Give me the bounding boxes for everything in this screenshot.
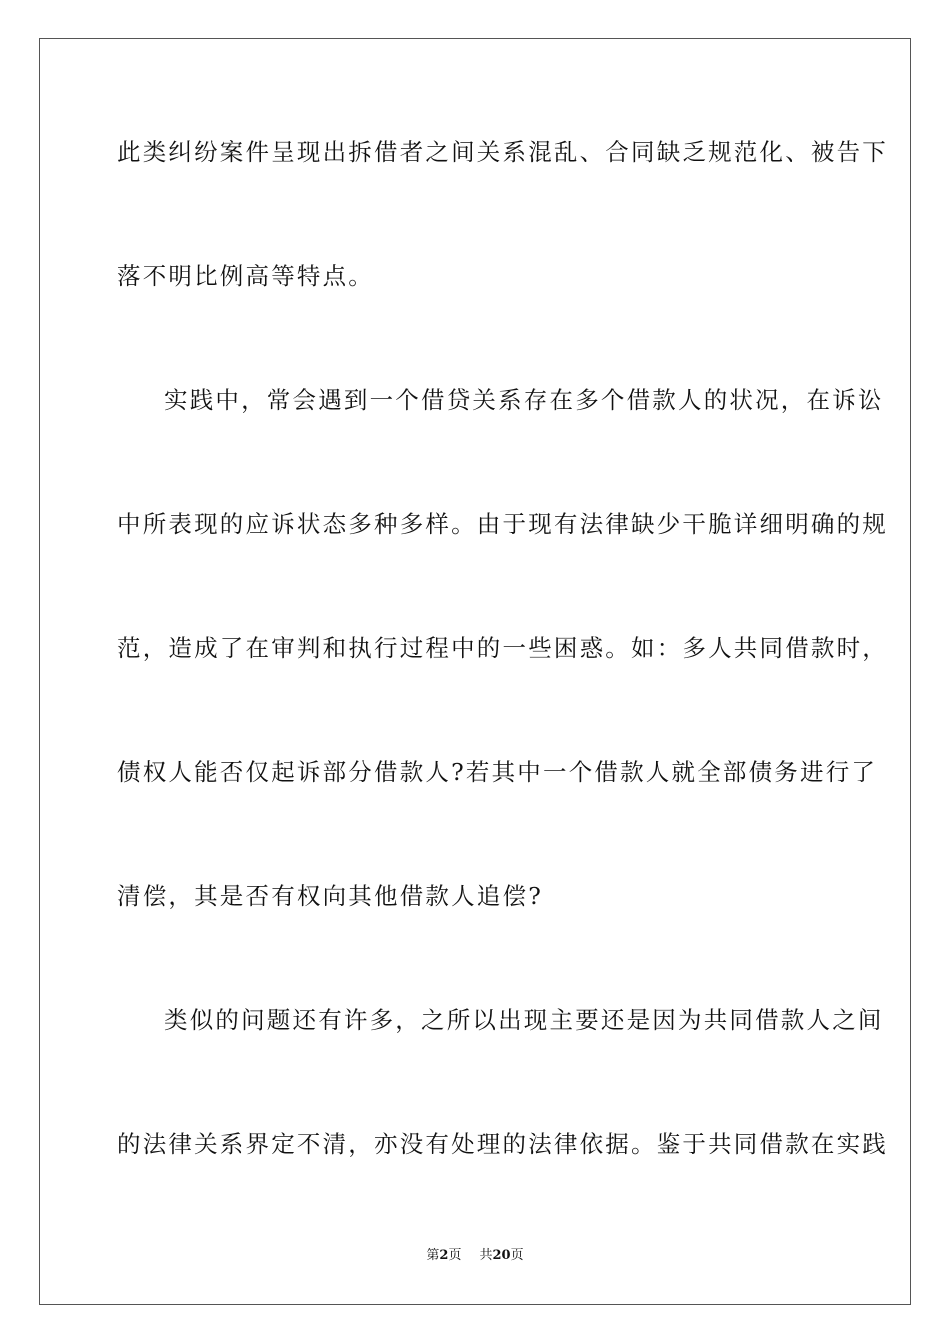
page-number: 2 <box>439 1248 449 1263</box>
page-border <box>39 38 911 1305</box>
page-footer <box>0 1246 950 1266</box>
body-text-line-7: 清偿，其是否有权向其他借款人追偿? <box>117 882 543 910</box>
page-prefix: 第 <box>426 1248 440 1263</box>
body-text-line-1: 此类纠纷案件呈现出拆借者之间关系混乱、合同缺乏规范化、被告下 <box>117 138 888 166</box>
total-suffix: 页 <box>510 1248 524 1263</box>
page-suffix: 页 <box>448 1248 462 1263</box>
body-text-line-5: 范，造成了在审判和执行过程中的一些困惑。如：多人共同借款时， <box>117 634 888 662</box>
body-text-line-6: 债权人能否仅起诉部分借款人?若其中一个借款人就全部债务进行了 <box>117 758 878 786</box>
body-text-line-2: 落不明比例高等特点。 <box>117 262 374 290</box>
total-prefix: 共 <box>479 1248 493 1263</box>
body-text-line-4: 中所表现的应诉状态多种多样。由于现有法律缺少干脆详细明确的规 <box>117 510 888 538</box>
total-pages: 20 <box>492 1248 511 1263</box>
body-text-line-8: 类似的问题还有许多，之所以出现主要还是因为共同借款人之间 <box>164 1006 884 1034</box>
body-text-line-3: 实践中，常会遇到一个借贷关系存在多个借款人的状况，在诉讼 <box>164 386 884 414</box>
body-text-line-9: 的法律关系界定不清，亦没有处理的法律依据。鉴于共同借款在实践 <box>117 1130 888 1158</box>
